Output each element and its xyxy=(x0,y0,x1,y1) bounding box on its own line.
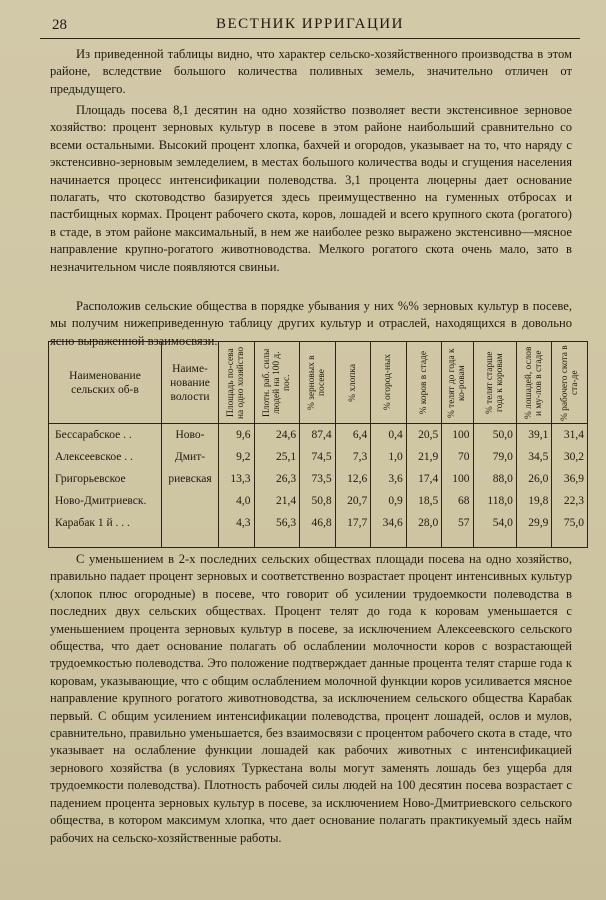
cell: 79,0 xyxy=(492,451,513,463)
row-name: Карабак 1 й . . . xyxy=(55,517,130,529)
cell: 0,4 xyxy=(388,429,403,441)
cell: 74,5 xyxy=(311,451,332,463)
column-calves-under-year xyxy=(442,424,473,548)
cell: 36,9 xyxy=(563,473,584,485)
header-col: % зерновых в посеве xyxy=(300,342,336,424)
cell: 88,0 xyxy=(492,473,513,485)
cell: 20,5 xyxy=(418,429,439,441)
paragraph-4-block xyxy=(50,551,572,847)
column-cotton-pct xyxy=(335,424,371,548)
paragraph-4: С уменьшением в 2-х последних сельских обществах площади посева на одно хозяйство, правильно падает процент зерновых и соответственно возрастает процент интенсивных культур (хлопок плюс огородные) в посеве, что говорит об усилении трудоемкости полеводства в последних двух сельских обществах. Процент телят до года к коровам уменьшается с уменьшением процента зерновых культур в посеве, за исключением Алексеевского сельского общества, что дает основание полагать об ослаблении молочности коров с возрастающей трудоемкостью полеводства. Это положение подтверждает данные процента телят старше года к коровам, указывающие, что с общим ослаблением молочной функции коров усиливается мясное направление крупного рогатого животноводства, за исключением сельского общества Карабак первый. С общим усилением интенсификации полеводства, процент лошадей, ослов и мулов, сравнительно, правильно уменьшается, без взаимосвязи с процентом рабочего скота в стаде, что указывает на ослабление функции лошадей как рабочих животных с интенсификацией зернового хозяйства (в условиях Туркестана волы могут заменять лошадь без ущерба для трудоемкости полеводства). Плотность рабочей силы людей на 100 десятин посева возрастает с падением процента зерновых культур в посеве, за исключением Ново-Дмитриевского сельского общества, в котором максимум хлопка, что дает основание полагать практикуемый здесь найм рабочих на сельско-хозяйственные работы. xyxy=(50,552,572,845)
header-col: % телят старше года к коровам xyxy=(473,342,516,424)
volost-cell: Ново- xyxy=(175,429,205,441)
cell: 57 xyxy=(458,517,470,529)
cell: 46,8 xyxy=(311,517,332,529)
column-cows-pct xyxy=(406,424,442,548)
header-col: % лошадей, ослов и му-лов в стаде xyxy=(516,342,552,424)
table-body-row xyxy=(49,424,588,548)
paragraph-1-block xyxy=(50,46,572,98)
cell: 18,5 xyxy=(418,495,439,507)
cell: 4,0 xyxy=(236,495,251,507)
cell: 31,4 xyxy=(563,429,584,441)
paragraph-2-block xyxy=(50,102,572,276)
cell: 28,0 xyxy=(418,517,439,529)
cell: 0,9 xyxy=(388,495,403,507)
cell: 19,8 xyxy=(528,495,549,507)
column-calves-over-year xyxy=(473,424,516,548)
cell: 34,5 xyxy=(528,451,549,463)
cell: 12,6 xyxy=(347,473,368,485)
header-col: % рабочего скота в ста-де xyxy=(552,342,588,424)
cell: 56,3 xyxy=(276,517,297,529)
cell: 24,6 xyxy=(276,429,297,441)
column-horses-pct xyxy=(516,424,552,548)
cell: 3,6 xyxy=(388,473,403,485)
cell: 118,0 xyxy=(487,495,513,507)
cell: 54,0 xyxy=(492,517,513,529)
names-column xyxy=(49,424,162,548)
cell: 9,2 xyxy=(236,451,251,463)
volost-cell xyxy=(162,490,218,512)
cell: 17,4 xyxy=(418,473,439,485)
cell: 7,3 xyxy=(352,451,368,463)
column-labor-density xyxy=(254,424,300,548)
volost-cell: Дмит- xyxy=(174,451,206,463)
cell: 9,6 xyxy=(236,429,251,441)
column-grain-pct xyxy=(300,424,336,548)
cell: 26,3 xyxy=(276,473,297,485)
paragraph-1: Из приведенной таблицы видно, что характер сельско-хозяйственного производства в этом районе, вследствие большого количества поливных земель, значительно отличен от предыдущего. xyxy=(50,47,572,96)
cell: 39,1 xyxy=(528,429,549,441)
cell: 75,0 xyxy=(563,517,584,529)
cell: 68 xyxy=(458,495,470,507)
data-table xyxy=(48,341,588,548)
table-header-row xyxy=(49,342,588,424)
cell: 25,1 xyxy=(276,451,297,463)
header-col: % хлопка xyxy=(335,342,371,424)
cell: 21,4 xyxy=(276,495,297,507)
row-name: Бессарабское . . xyxy=(55,429,132,441)
cell: 20,7 xyxy=(347,495,368,507)
paragraph-3: Расположив сельские общества в порядке убывания у них %% зерновых культур в посеве, мы получим нижеприведенную таблицу других культур и отраслей, находящихся в довольно ясно выраженной взаимосвязи. xyxy=(50,299,572,348)
cell: 26,0 xyxy=(528,473,549,485)
header-col: Плотн. раб. силы людей на 100 д. пос. xyxy=(254,342,300,424)
cell: 100 xyxy=(452,473,470,485)
cell: 50,0 xyxy=(492,429,513,441)
running-header xyxy=(40,14,580,39)
cell: 34,6 xyxy=(382,517,403,529)
header-col: % телят до года к ко-ровам xyxy=(442,342,473,424)
cell: 70 xyxy=(458,451,470,463)
header-col: % коров в стаде xyxy=(406,342,442,424)
cell: 73,5 xyxy=(311,473,332,485)
cell: 29,9 xyxy=(528,517,549,529)
cell: 17,7 xyxy=(347,517,368,529)
cell: 30,2 xyxy=(563,451,584,463)
volost-column xyxy=(162,424,219,548)
page-number: 28 xyxy=(52,17,67,33)
cell: 50,8 xyxy=(311,495,332,507)
cell: 4,3 xyxy=(236,517,251,529)
row-name: Григорьевское xyxy=(55,473,126,485)
cell: 6,4 xyxy=(352,429,368,441)
header-col: % огород-ных xyxy=(371,342,407,424)
column-area-per-household xyxy=(219,424,255,548)
row-name: Алексеевское . . xyxy=(55,451,133,463)
column-working-cattle-pct xyxy=(552,424,588,548)
header-col: Площадь по-сева на одно хозяйство xyxy=(219,342,255,424)
header-volost: Наиме-нование волости xyxy=(162,342,219,424)
cell: 100 xyxy=(452,429,470,441)
header-name: Наименование сельских об-в xyxy=(49,342,162,424)
column-garden-pct xyxy=(371,424,407,548)
volost-cell: риевская xyxy=(168,473,212,485)
cell: 21,9 xyxy=(418,451,439,463)
row-name: Ново-Дмитриевск. xyxy=(55,495,147,507)
cell: 1,0 xyxy=(388,451,403,463)
cell: 13,3 xyxy=(230,473,251,485)
paragraph-2: Площадь посева 8,1 десятин на одно хозяйство позволяет вести экстенсивное зерновое хозяйство: процент зерновых культур в посеве в этом районе наибольший сравнительно со всеми остальными. Высокий процент хлопка, бахчей и огородов, указывает на то, что наряду с экстенсивно-зерновым земледелием, в местах большого количества воды и сгущения населения начинается процесс интенсификации полеводства. 3,1 процента люцерны дает основание полагать, что скотоводство базируется здесь преимущественно на гуменных отбросах и пастбищных кормах. Процент рабочего скота, коров, лошадей и всего крупного скота (рогатого) в стаде, в этом районе максимальный, в нем же наиболее резко выражено экстенсивно—мясное направление крупно-рогатого животноводства. Мелкого рогатого скота очень мало, зато в незначительном числе появляются свиньи. xyxy=(50,103,572,274)
cell: 22,3 xyxy=(563,495,584,507)
journal-title: ВЕСТНИК ИРРИГАЦИИ xyxy=(216,16,404,32)
volost-cell xyxy=(162,512,218,534)
cell: 87,4 xyxy=(311,429,332,441)
